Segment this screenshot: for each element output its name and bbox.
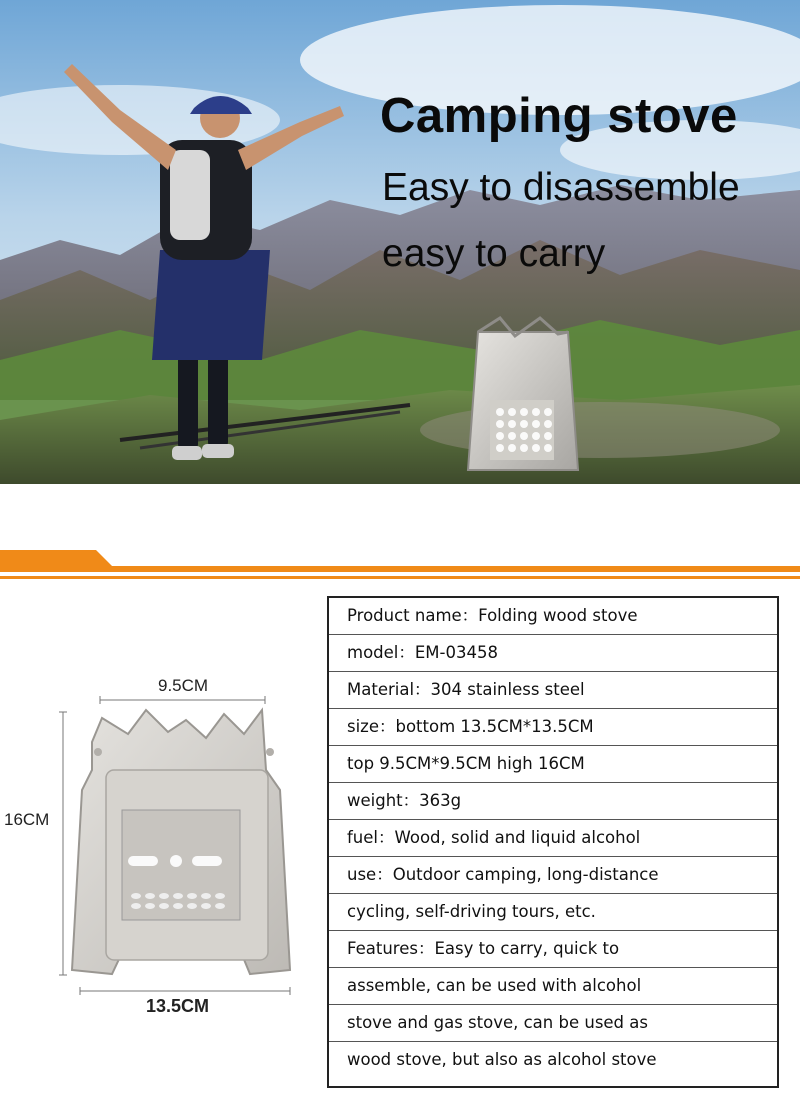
hero-banner xyxy=(0,0,800,484)
section-divider xyxy=(0,546,800,582)
spec-row: stove and gas stove, can be used as xyxy=(329,1005,777,1042)
spec-row: model：EM-03458 xyxy=(329,635,777,672)
spec-row: use：Outdoor camping, long-distance xyxy=(329,857,777,894)
spec-row: wood stove, but also as alcohol stove xyxy=(347,1050,657,1069)
stove-photo xyxy=(468,318,578,470)
product-dimension-figure xyxy=(0,670,320,1030)
spec-row: cycling, self-driving tours, etc. xyxy=(329,894,777,931)
hero-tagline-1: Easy to disassemble xyxy=(382,166,740,209)
specifications-table xyxy=(327,596,779,1088)
top-width-label: 9.5CM xyxy=(158,676,209,695)
spec-row: weight：363g xyxy=(329,783,777,820)
spec-row: size：bottom 13.5CM*13.5CM xyxy=(329,709,777,746)
bottom-width-label: 13.5CM xyxy=(146,996,210,1016)
spec-row: Material：304 stainless steel xyxy=(329,672,777,709)
spec-row: top 9.5CM*9.5CM high 16CM xyxy=(329,746,777,783)
stove-illustration xyxy=(0,670,320,1030)
height-label: 16CM xyxy=(4,810,50,829)
spec-row: Product name：Folding wood stove xyxy=(329,598,777,635)
spec-row: fuel：Wood, solid and liquid alcohol xyxy=(329,820,777,857)
spec-row: Features：Easy to carry, quick to xyxy=(329,931,777,968)
hero-title: Camping stove xyxy=(380,89,738,143)
hero-tagline-2: easy to carry xyxy=(382,232,606,275)
spec-row: assemble, can be used with alcohol xyxy=(329,968,777,1005)
